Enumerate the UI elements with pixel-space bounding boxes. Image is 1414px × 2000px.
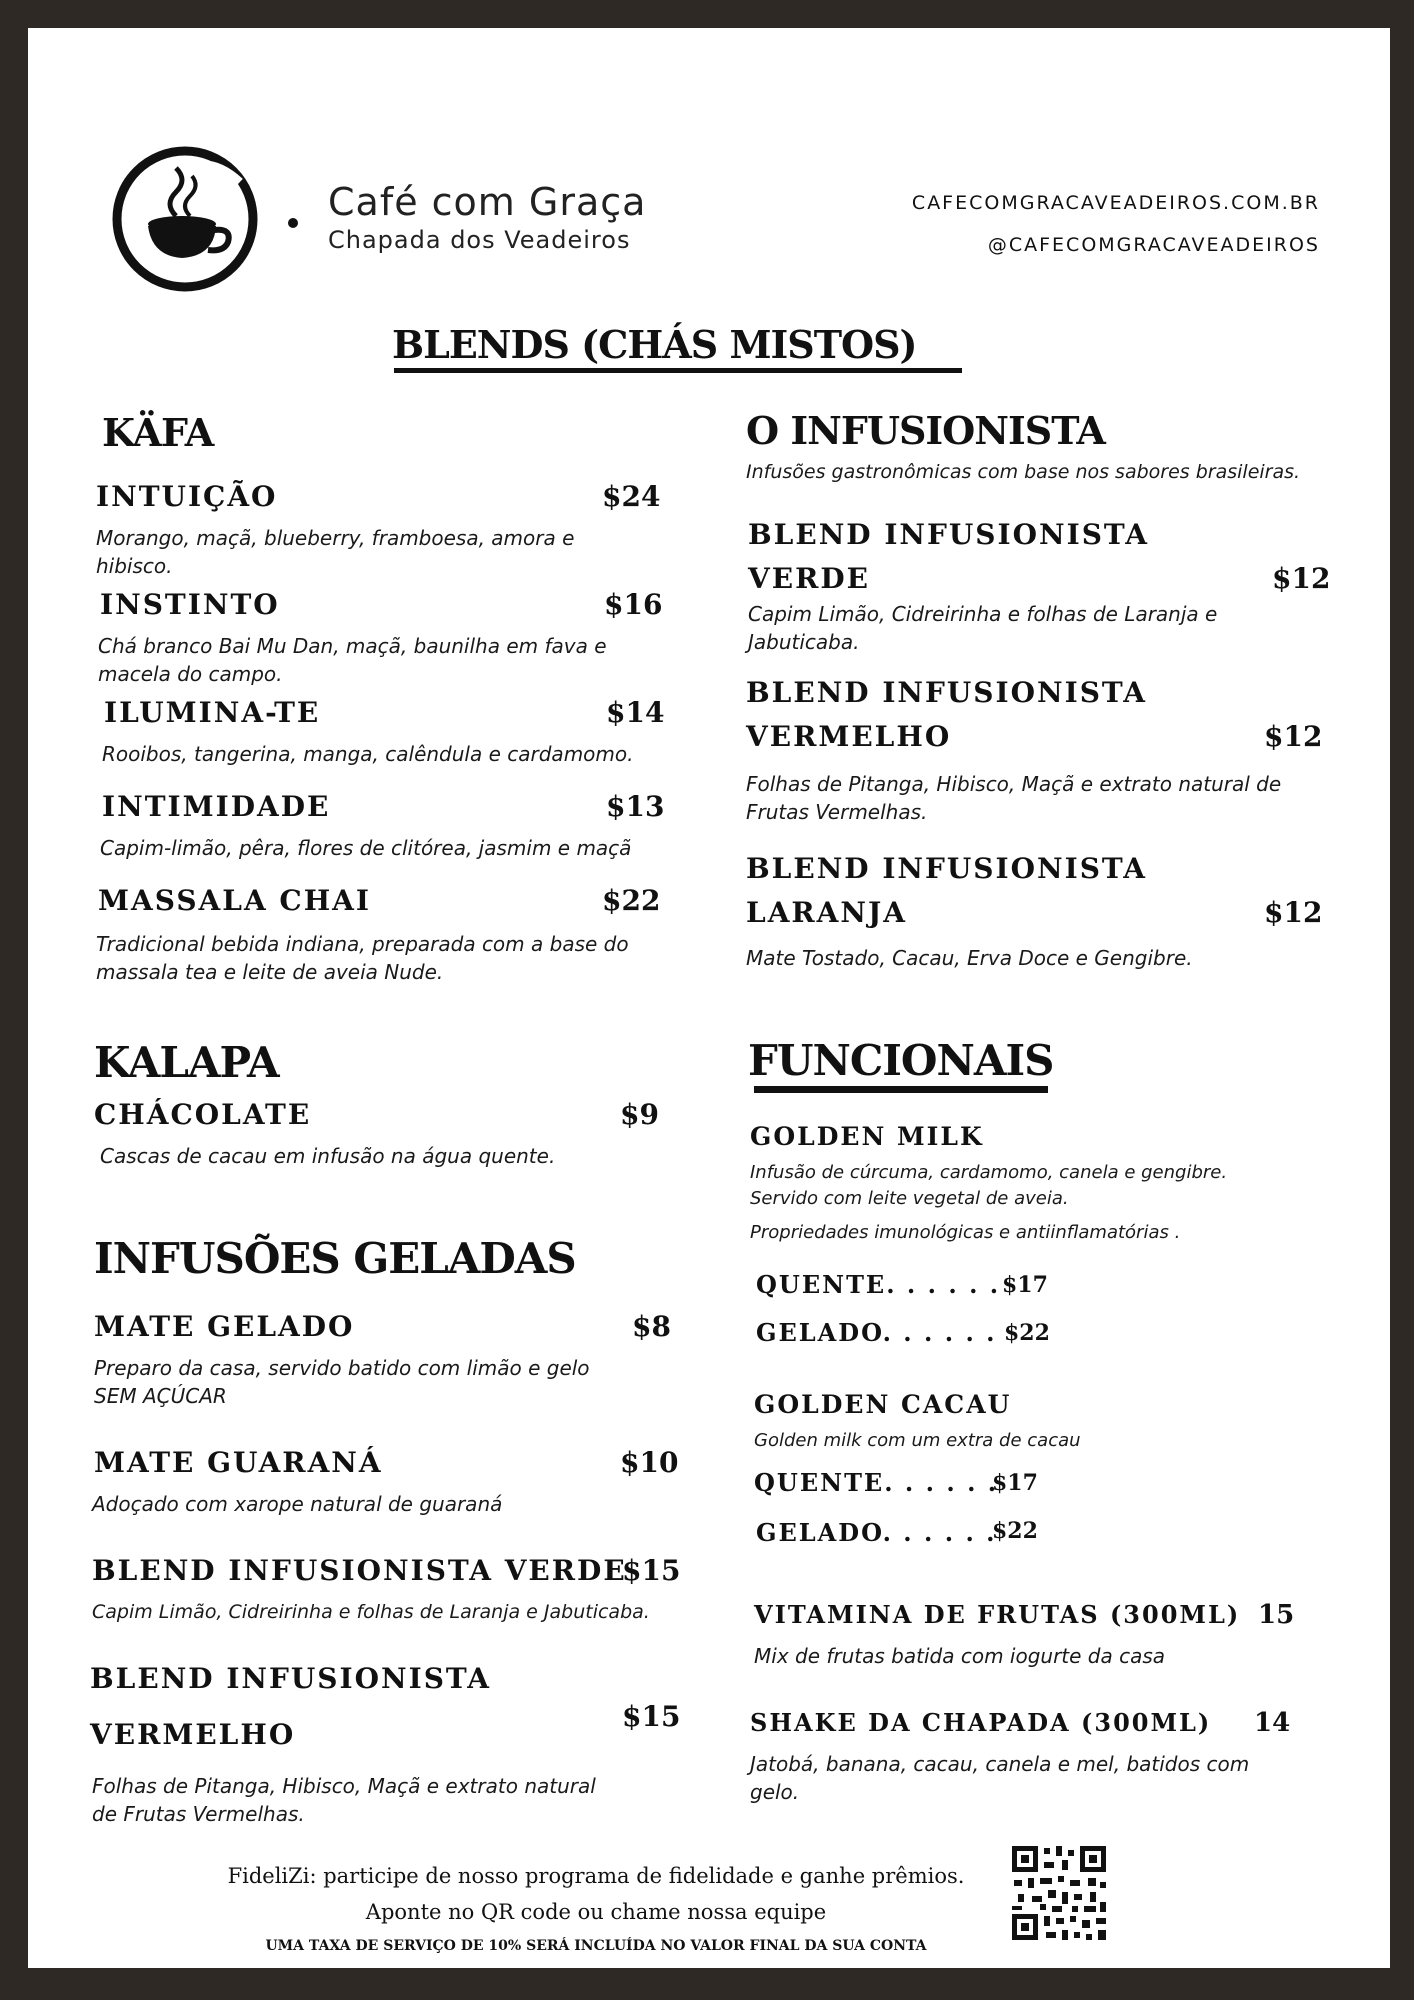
item-description: Folhas de Pitanga, Hibisco, Maçã e extrato natural de Frutas Vermelhas. <box>92 1774 596 1826</box>
brand-subtitle: Chapada dos Veadeiros <box>328 226 631 254</box>
item-price: $9 <box>620 1098 659 1131</box>
loyalty-instructions: Aponte no QR code ou chame nossa equipe <box>365 1900 827 1924</box>
item-description: Capim-limão, pêra, flores de clitórea, jasmim e maçã <box>100 836 632 860</box>
option-label: QUENTE. . . . . . <box>754 1468 999 1497</box>
funcionais-underline <box>754 1086 1048 1093</box>
option-price: $17 <box>1002 1272 1048 1298</box>
item-price: $12 <box>1264 720 1323 753</box>
menu-page <box>28 28 1390 1968</box>
option-label: GELADO. . . . . . <box>756 1518 997 1547</box>
section-heading-kalapa: KALAPA <box>94 1038 279 1087</box>
item-description: Mix de frutas batida com iogurte da casa <box>754 1644 1166 1668</box>
option-price: $22 <box>1004 1320 1050 1346</box>
item-description: Propriedades imunológicas e antiinflamatórias . <box>750 1222 1181 1243</box>
item-name: INSTINTO <box>100 588 280 621</box>
item-description: Golden milk com um extra de cacau <box>754 1430 1081 1451</box>
section-heading-infusionista: O INFUSIONISTA <box>746 408 1105 453</box>
item-name: VERDE <box>748 562 870 595</box>
coffee-cup-logo-icon <box>110 144 260 294</box>
item-price: $15 <box>622 1554 681 1587</box>
item-name: VITAMINA DE FRUTAS (300ML) <box>754 1600 1241 1629</box>
item-description: Chá branco Bai Mu Dan, maçã, baunilha em fava e macela do campo. <box>98 634 607 686</box>
item-description: Infusão de cúrcuma, cardamomo, canela e gengibre. <box>750 1162 1228 1183</box>
option-price: $17 <box>992 1470 1038 1496</box>
item-price: $12 <box>1272 562 1331 595</box>
item-name: CHÁCOLATE <box>94 1098 312 1131</box>
item-price: $12 <box>1264 896 1323 929</box>
item-name: MASSALA CHAI <box>98 884 371 917</box>
website-link[interactable]: CAFECOMGRACAVEADEIROS.COM.BR <box>911 192 1320 214</box>
item-description: Tradicional bebida indiana, preparada com a base do massala tea e leite de aveia Nude. <box>96 932 629 984</box>
option-label: QUENTE. . . . . . <box>756 1270 1001 1299</box>
page-title: BLENDS (CHÁS MISTOS) <box>392 322 917 367</box>
item-price: 15 <box>1258 1600 1295 1630</box>
item-price: 14 <box>1254 1708 1291 1738</box>
item-price: $16 <box>604 588 663 621</box>
item-name: BLEND INFUSIONISTA <box>746 676 1147 709</box>
brand-name: Café com Graça <box>328 180 647 224</box>
option-label: GELADO. . . . . . <box>756 1318 997 1347</box>
item-price: $24 <box>602 480 661 513</box>
service-fee-notice: UMA TAXA DE SERVIÇO DE 10% SERÁ INCLUÍDA NO VALOR FINAL DA SUA CONTA <box>265 1938 927 1954</box>
title-underline <box>394 368 962 373</box>
item-description: Preparo da casa, servido batido com limão e gelo SEM AÇÚCAR <box>94 1356 590 1408</box>
item-price: $8 <box>632 1310 671 1343</box>
item-description: Mate Tostado, Cacau, Erva Doce e Gengibre. <box>746 946 1193 970</box>
item-description: Capim Limão, Cidreirinha e folhas de Laranja e Jabuticaba. <box>92 1601 650 1623</box>
item-description: Servido com leite vegetal de aveia. <box>750 1188 1069 1209</box>
item-name: GOLDEN CACAU <box>754 1390 1012 1419</box>
item-name: VERMELHO <box>90 1718 296 1751</box>
item-description: Capim Limão, Cidreirinha e folhas de Laranja e Jabuticaba. <box>748 602 1218 654</box>
item-name: ILUMINA-TE <box>104 696 321 729</box>
item-name: BLEND INFUSIONISTA <box>746 852 1147 885</box>
item-description: Morango, maçã, blueberry, framboesa, amora e hibisco. <box>96 526 575 578</box>
item-name: LARANJA <box>746 896 907 929</box>
item-description: Adoçado com xarope natural de guaraná <box>92 1492 503 1516</box>
item-price: $15 <box>622 1700 681 1733</box>
item-description: Folhas de Pitanga, Hibisco, Maçã e extrato natural de Frutas Vermelhas. <box>746 772 1282 824</box>
loyalty-text: FideliZi: participe de nosso programa de fidelidade e ganhe prêmios. <box>227 1864 965 1888</box>
item-name: INTUIÇÃO <box>96 480 278 513</box>
item-name: SHAKE DA CHAPADA (300ML) <box>750 1708 1212 1737</box>
item-price: $10 <box>620 1446 679 1479</box>
section-heading-funcionais: FUNCIONAIS <box>748 1036 1054 1085</box>
logo-dot <box>288 218 298 228</box>
section-heading-geladas: INFUSÕES GELADAS <box>94 1234 576 1283</box>
item-price: $22 <box>602 884 661 917</box>
item-name: GOLDEN MILK <box>750 1122 984 1151</box>
item-price: $14 <box>606 696 665 729</box>
item-name: MATE GUARANÁ <box>94 1446 383 1479</box>
section-heading-kafa: KÄFA <box>102 410 214 455</box>
item-name: BLEND INFUSIONISTA <box>748 518 1149 551</box>
item-price: $13 <box>606 790 665 823</box>
section-subtitle: Infusões gastronômicas com base nos sabores brasileiras. <box>746 461 1301 483</box>
item-description: Rooibos, tangerina, manga, calêndula e cardamomo. <box>102 742 634 766</box>
item-name: BLEND INFUSIONISTA VERDE <box>92 1554 627 1587</box>
option-price: $22 <box>992 1518 1038 1544</box>
brand-logo <box>110 144 260 294</box>
item-description: Cascas de cacau em infusão na água quente. <box>100 1144 556 1168</box>
item-name: MATE GELADO <box>94 1310 355 1343</box>
instagram-handle[interactable]: @CAFECOMGRACAVEADEIROS <box>987 234 1320 256</box>
item-name: INTIMIDADE <box>102 790 331 823</box>
item-name: BLEND INFUSIONISTA <box>90 1662 491 1695</box>
item-description: Jatobá, banana, cacau, canela e mel, batidos com gelo. <box>750 1752 1250 1804</box>
item-name: VERMELHO <box>746 720 952 753</box>
qr-code-icon[interactable] <box>1010 1844 1108 1942</box>
